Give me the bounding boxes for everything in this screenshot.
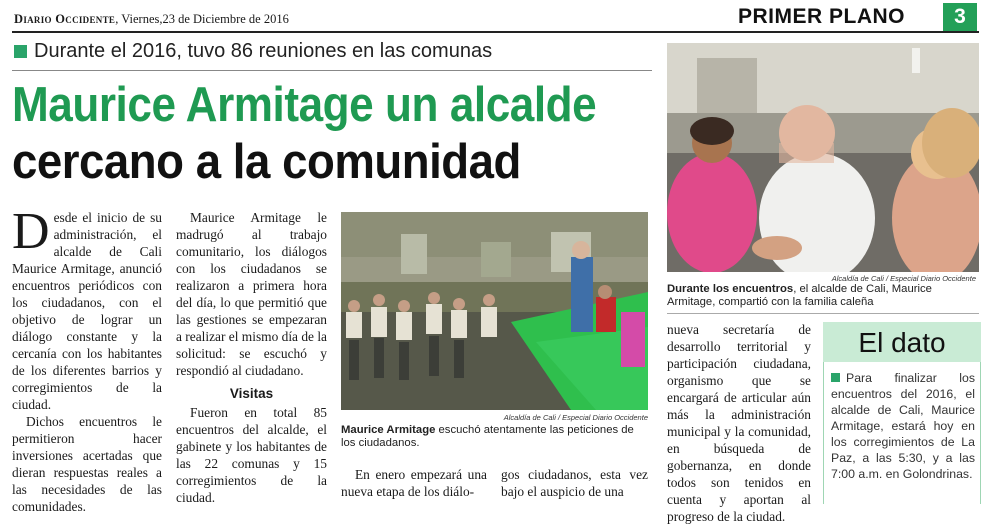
photo-caption xyxy=(341,424,651,450)
article-column-4 xyxy=(501,466,648,500)
kicker-divider xyxy=(12,70,652,71)
caption-lead: Maurice Armitage xyxy=(341,424,436,436)
paragraph-5-start: En enero empezará una nueva etapa de los diálo- xyxy=(341,467,487,499)
paragraph-2: Dichos encuentros le permitieron hacer inversiones acertadas que dieran respuestas reales a las necesidades de las comunidades. xyxy=(12,414,162,514)
header-divider xyxy=(12,31,979,33)
masthead: Diario Occidente, Viernes,23 de Diciembre de 2016 xyxy=(14,12,289,26)
article-column-2 xyxy=(176,209,327,506)
kicker-bullet-icon xyxy=(14,45,27,58)
caption-lead-2: Durante los encuentros xyxy=(667,283,794,295)
caption-text: escuchó atentamente las peticiones de los ciudadanos. xyxy=(341,424,634,449)
paper-name: Diario Occidente xyxy=(14,12,116,26)
headline-line-2: cercano a la comunidad xyxy=(12,135,521,189)
el-dato-text-block xyxy=(831,370,975,482)
photo-credit-2: Alcaldía de Cali / Especial Diario Occidente xyxy=(831,274,976,283)
mayor-photo xyxy=(667,43,979,272)
article-column-5 xyxy=(667,321,811,525)
subhead-visitas: Visitas xyxy=(229,386,274,401)
drop-cap: D xyxy=(12,203,50,260)
kicker: Durante el 2016, tuvo 86 reuniones en las comunas xyxy=(34,40,493,62)
issue-date: Viernes,23 de Diciembre de 2016 xyxy=(121,12,289,26)
section-title: PRIMER PLANO xyxy=(738,5,906,28)
headline-line-1: Maurice Armitage un alcalde xyxy=(12,78,597,132)
paragraph-1: esde el inicio de su administración, el alcalde de Cali Maurice Armitage, anunció encuentros periódicos con los ciudadanos, con el objetivo de lograr un diálogo constante y la cercanía con los habitantes de los diferentes barrios y corregimientos de la ciudad. xyxy=(12,210,162,412)
el-dato-text: Para finalizar los encuentros del 2016, el alcalde de Cali, Maurice Armitage, estará hoy en los corregimientos de La Paz, a las 5:30, y a las 7:00 a.m. en Golondrinas. xyxy=(831,371,975,481)
paragraph-4: Fueron en total 85 encuentros del alcalde, el gabinete y los habitantes de las 22 comunas y 15 corregimientos de la ciudad. xyxy=(176,405,327,505)
el-dato-bullet-icon xyxy=(831,373,840,382)
meeting-photo xyxy=(341,212,648,410)
caption-text-2: , el alcalde de Cali, Maurice Armitage, compartió con la familia caleña xyxy=(667,283,932,308)
article-column-3 xyxy=(341,466,487,500)
photo-credit: Alcaldía de Cali / Especial Diario Occidente xyxy=(503,413,648,422)
article-column-1 xyxy=(12,203,162,515)
photo-caption-2 xyxy=(667,283,979,309)
caption-divider xyxy=(667,313,979,314)
paragraph-5-end: gos ciudadanos, esta vez bajo el auspicio de una xyxy=(501,467,648,499)
el-dato-title: El dato xyxy=(858,327,946,358)
paragraph-6: nueva secretaría de desarrollo territorial y participación ciudadana, organismo que se encargará de articular aún más la administración municipal y la comunidad, en búsqueda de gobernanza, en donde todos son tenidos en cuenta y aportan al progreso de la ciudad. xyxy=(667,322,811,524)
page-number: 3 xyxy=(943,3,977,31)
paragraph-3: Maurice Armitage le madrugó al trabajo comunitario, los diálogos con los ciudadanos se realizaron a primera hora del día, lo que permitió que las gestiones se empezaran a realizar el mismo día de la solicitud: se escuchó y respondió al ciudadano. xyxy=(176,210,327,378)
